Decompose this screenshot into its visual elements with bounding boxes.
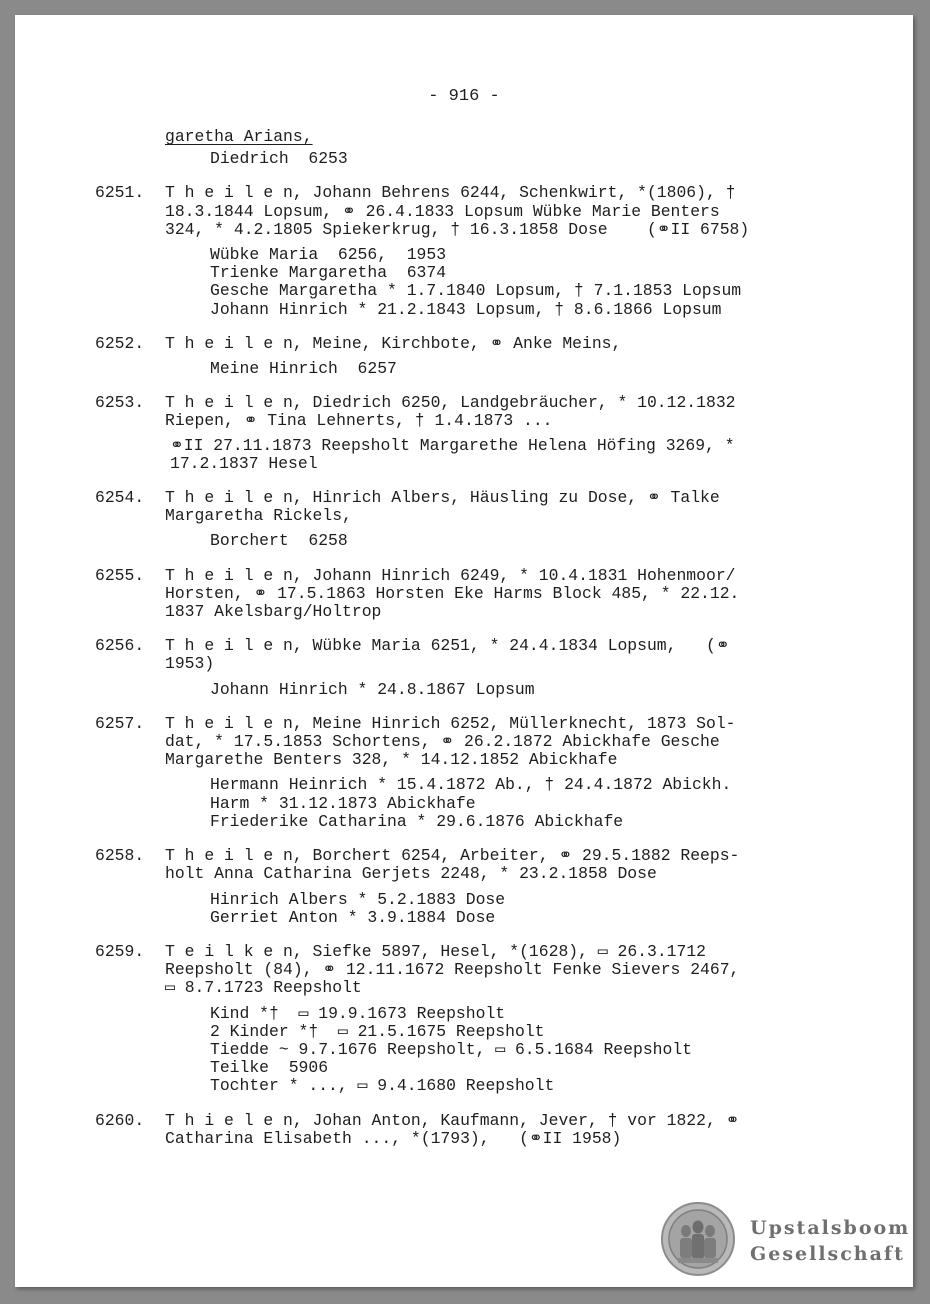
genealogy-entry bbox=[95, 637, 835, 699]
entry-number: 6258. bbox=[95, 846, 145, 866]
children-list bbox=[95, 891, 835, 927]
child-item: Tochter * ..., ▭ 9.4.1680 Reepsholt bbox=[210, 1076, 555, 1096]
child-item: Hermann Heinrich * 15.4.1872 Ab., † 24.4.1872 Abickh. bbox=[210, 775, 732, 795]
entry-line: Reepsholt (84), ⚭ 12.11.1672 Reepsholt Fenke Sievers 2467, bbox=[165, 960, 740, 980]
genealogy-entry bbox=[95, 715, 835, 831]
entry-line: Horsten, ⚭ 17.5.1863 Horsten Eke Harms Block 485, * 22.12. bbox=[165, 583, 740, 603]
logo-line-2: Gesellschaft bbox=[750, 1243, 905, 1265]
children-list bbox=[95, 681, 835, 699]
entry-text bbox=[165, 335, 835, 353]
logo-text bbox=[750, 1215, 910, 1267]
entry-line: dat, * 17.5.1853 Schortens, ⚭ 26.2.1872 Abickhafe Gesche bbox=[165, 732, 720, 752]
children-list bbox=[95, 360, 835, 378]
children-list bbox=[95, 246, 835, 319]
child-item: 2 Kinder *† ▭ 21.5.1675 Reepsholt bbox=[210, 1021, 545, 1041]
genealogy-entries bbox=[95, 184, 835, 1148]
entry-text bbox=[165, 943, 835, 998]
genealogy-entry bbox=[95, 847, 835, 927]
child-item: Johann Hinrich * 24.8.1867 Lopsum bbox=[210, 679, 535, 699]
entry-number: 6251. bbox=[95, 183, 145, 203]
entry-number: 6252. bbox=[95, 333, 145, 353]
entry-list bbox=[95, 128, 835, 1164]
genealogy-entry bbox=[95, 335, 835, 378]
entry-text bbox=[165, 847, 835, 883]
entry-line: holt Anna Catharina Gerjets 2248, * 23.2.1858 Dose bbox=[165, 864, 657, 884]
entry-number: 6257. bbox=[95, 713, 145, 733]
entry-line: T e i l k e n, Siefke 5897, Hesel, *(1628), ▭ 26.3.1712 bbox=[165, 941, 707, 961]
entry-line: ▭ 8.7.1723 Reepsholt bbox=[165, 978, 362, 998]
entry-number: 6259. bbox=[95, 941, 145, 961]
entry-text bbox=[165, 715, 835, 770]
intro-child: Diedrich 6253 bbox=[210, 149, 348, 169]
child-item: Gerriet Anton * 3.9.1884 Dose bbox=[210, 907, 496, 927]
document-page bbox=[15, 15, 913, 1287]
entry-line: T h e i l e n, Wübke Maria 6251, * 24.4.1834 Lopsum, (⚭ bbox=[165, 636, 730, 656]
second-marriage-line: 17.2.1837 Hesel bbox=[170, 453, 318, 473]
intro-fragment bbox=[95, 128, 835, 168]
second-marriage-line: ⚭II 27.11.1873 Reepsholt Margarethe Helena Höfing 3269, * bbox=[170, 435, 735, 455]
entry-line: T h e i l e n, Diedrich 6250, Landgebräucher, * 10.12.1832 bbox=[165, 393, 736, 413]
genealogy-entry bbox=[95, 184, 835, 318]
page-number: - 916 - bbox=[428, 87, 500, 106]
seal-icon bbox=[660, 1201, 736, 1277]
entry-number: 6253. bbox=[95, 393, 145, 413]
entry-line: Catharina Elisabeth ..., *(1793), (⚭II 1958) bbox=[165, 1128, 622, 1148]
entry-text bbox=[165, 489, 835, 525]
entry-line: T h e i l e n, Johann Hinrich 6249, * 10.4.1831 Hohenmoor/ bbox=[165, 565, 736, 585]
genealogy-entry bbox=[95, 1112, 835, 1148]
children-list bbox=[95, 776, 835, 831]
child-item: Teilke 5906 bbox=[210, 1058, 329, 1078]
child-item: Harm * 31.12.1873 Abickhafe bbox=[210, 793, 476, 813]
entry-text bbox=[165, 184, 835, 239]
child-item: Tiedde ~ 9.7.1676 Reepsholt, ▭ 6.5.1684 Reepsholt bbox=[210, 1039, 692, 1059]
entry-line: T h e i l e n, Johann Behrens 6244, Schenkwirt, *(1806), † bbox=[165, 183, 736, 203]
child-item: Hinrich Albers * 5.2.1883 Dose bbox=[210, 889, 506, 909]
entry-text bbox=[165, 1112, 835, 1148]
child-item: Borchert 6258 bbox=[210, 531, 348, 551]
entry-line: T h e i l e n, Hinrich Albers, Häusling zu Dose, ⚭ Talke bbox=[165, 488, 720, 508]
entry-line: Margaretha Rickels, bbox=[165, 506, 352, 526]
entry-number: 6255. bbox=[95, 565, 145, 585]
entry-text bbox=[165, 567, 835, 622]
child-item: Johann Hinrich * 21.2.1843 Lopsum, † 8.6.1866 Lopsum bbox=[210, 299, 722, 319]
entry-line: 1837 Akelsbarg/Holtrop bbox=[165, 602, 382, 622]
entry-number: 6256. bbox=[95, 636, 145, 656]
children-list bbox=[95, 1005, 835, 1096]
entry-line: T h e i l e n, Meine, Kirchbote, ⚭ Anke Meins, bbox=[165, 333, 622, 353]
child-item: Friederike Catharina * 29.6.1876 Abickhafe bbox=[210, 811, 624, 831]
entry-number: 6260. bbox=[95, 1110, 145, 1130]
genealogy-entry bbox=[95, 394, 835, 473]
entry-text bbox=[165, 394, 835, 430]
entry-line: 324, * 4.2.1805 Spiekerkrug, † 16.3.1858 Dose (⚭II 6758) bbox=[165, 219, 750, 239]
entry-line: T h i e l e n, Johan Anton, Kaufmann, Jever, † vor 1822, ⚭ bbox=[165, 1110, 740, 1130]
genealogy-entry bbox=[95, 943, 835, 1096]
child-item: Trienke Margaretha 6374 bbox=[210, 263, 447, 283]
child-item: Meine Hinrich 6257 bbox=[210, 359, 397, 379]
society-logo bbox=[660, 1201, 910, 1283]
genealogy-entry bbox=[95, 489, 835, 551]
entry-number: 6254. bbox=[95, 488, 145, 508]
second-marriage bbox=[95, 437, 835, 473]
logo-line-1: Upstalsboom bbox=[750, 1217, 911, 1239]
child-item: Wübke Maria 6256, 1953 bbox=[210, 245, 447, 265]
entry-text bbox=[165, 637, 835, 673]
entry-line: Margarethe Benters 328, * 14.12.1852 Abickhafe bbox=[165, 750, 618, 770]
entry-line: 18.3.1844 Lopsum, ⚭ 26.4.1833 Lopsum Wübke Marie Benters bbox=[165, 201, 720, 221]
entry-line: Riepen, ⚭ Tina Lehnerts, † 1.4.1873 ... bbox=[165, 411, 553, 431]
children-list bbox=[95, 532, 835, 550]
genealogy-entry bbox=[95, 567, 835, 622]
intro-line: garetha Arians, bbox=[165, 127, 313, 146]
entry-line: T h e i l e n, Meine Hinrich 6252, Müllerknecht, 1873 Sol- bbox=[165, 713, 736, 733]
child-item: Kind *† ▭ 19.9.1673 Reepsholt bbox=[210, 1003, 506, 1023]
entry-line: 1953) bbox=[165, 654, 215, 674]
entry-line: T h e i l e n, Borchert 6254, Arbeiter, ⚭ 29.5.1882 Reeps- bbox=[165, 846, 740, 866]
child-item: Gesche Margaretha * 1.7.1840 Lopsum, † 7.1.1853 Lopsum bbox=[210, 281, 742, 301]
